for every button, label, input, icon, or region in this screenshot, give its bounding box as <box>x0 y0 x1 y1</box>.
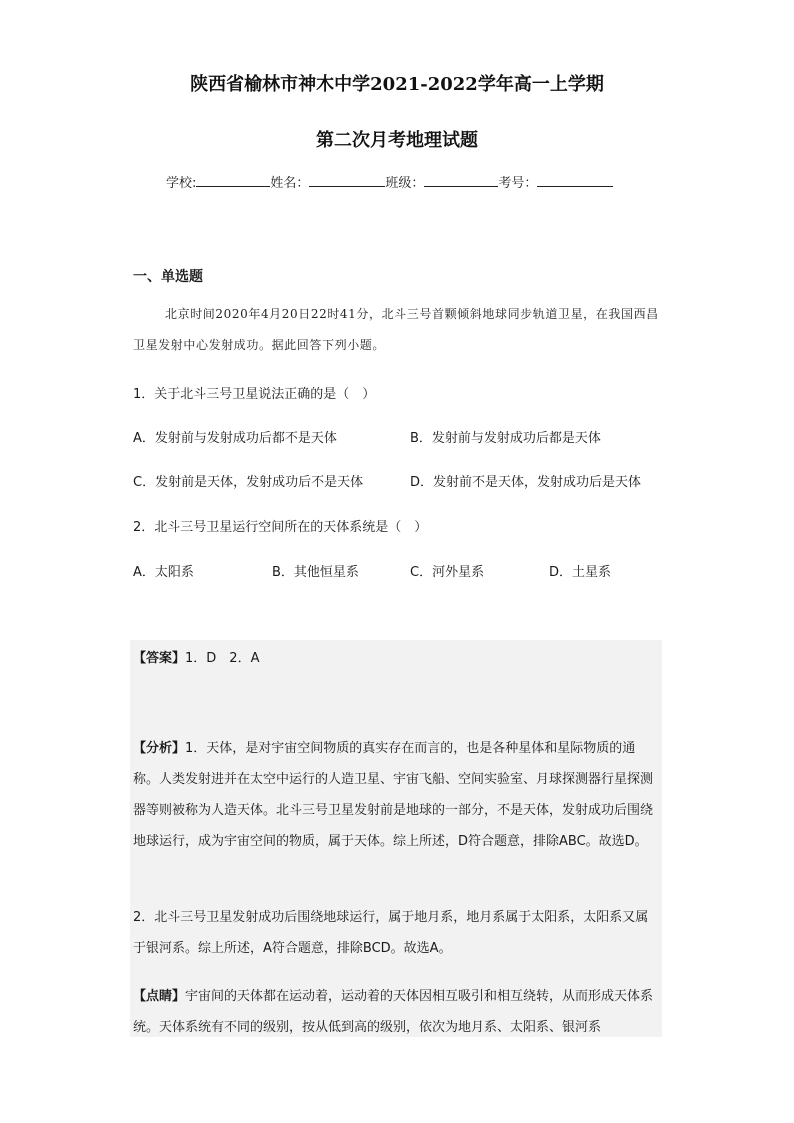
name-label: 姓名： <box>270 176 310 191</box>
analysis-paragraph-1 <box>133 733 661 857</box>
analysis-paragraph-2: 2．北斗三号卫星发射成功后围绕地球运行，属于地月系，地月系属于太阳系，太阳系又属于银河系。综上所述，A符合题意，排除BCD。故选A。 <box>133 910 649 956</box>
school-blank <box>196 172 270 187</box>
tip-label: 【点睛】 <box>133 989 186 1004</box>
tip-paragraph <box>133 981 661 1043</box>
tip-text: 宇宙间的天体都在运动着，运动着的天体因相互吸引和相互绕转，从而形成天体系统。天体系统有不同的级别，按从低到高的级别，依次为地月系、太阳系、银河系 <box>133 989 654 1035</box>
answer-label: 【答案】 <box>133 651 186 666</box>
section-title: 一、单选题 <box>133 269 203 285</box>
school-label: 学校: <box>166 176 197 191</box>
question-1-option-d: D．发射前不是天体，发射成功后是天体 <box>410 475 642 490</box>
class-blank <box>424 172 498 187</box>
exam-number-label: 考号： <box>498 176 538 191</box>
question-1-option-c: C．发射前是天体，发射成功后不是天体 <box>133 475 364 490</box>
question-1-stem: 1．关于北斗三号卫星说法正确的是（ ） <box>133 387 376 402</box>
analysis-label: 【分析】 <box>133 741 186 756</box>
exam-number-blank <box>537 172 613 187</box>
answer-text: 1．D 2．A <box>185 651 260 666</box>
question-2-option-a: A．太阳系 <box>133 565 194 580</box>
question-2-option-b: B．其他恒星系 <box>272 565 359 580</box>
question-2-stem: 2．北斗三号卫星运行空间所在的天体系统是（ ） <box>133 520 428 535</box>
analysis-text-1: 1．天体，是对宇宙空间物质的真实存在而言的，也是各种星体和星际物质的通称。人类发射进并在太空中运行的人造卫星、宇宙飞船、空间实验室、月球探测器行星探测器等则被称为人造天体。北斗三号卫星发射前是地球的一部分，不是天体，发射成功后围绕地球运行，成为宇宙空间的物质，属于天体。综上所述，D符合题意，排除ABC。故选D。 <box>133 741 654 849</box>
reading-passage: 北京时间2020年4月20日22时41分，北斗三号首颗倾斜地球同步轨道卫星，在我国西昌卫星发射中心发射成功。据此回答下列小题。 <box>133 307 659 352</box>
student-info-row <box>166 172 613 191</box>
document-title-line2: 第二次月考地理试题 <box>316 130 478 151</box>
class-label: 班级： <box>385 176 425 191</box>
question-1-option-b: B．发射前与发射成功后都是天体 <box>410 431 601 446</box>
answer-line <box>133 643 661 674</box>
name-blank <box>309 172 385 187</box>
question-2-option-c: C．河外星系 <box>410 565 485 580</box>
question-2-option-d: D．土星系 <box>549 565 612 580</box>
document-title-line1: 陕西省榆林市神木中学2021-2022学年高一上学期 <box>190 74 604 95</box>
question-1-option-a: A．发射前与发射成功后都不是天体 <box>133 431 337 446</box>
